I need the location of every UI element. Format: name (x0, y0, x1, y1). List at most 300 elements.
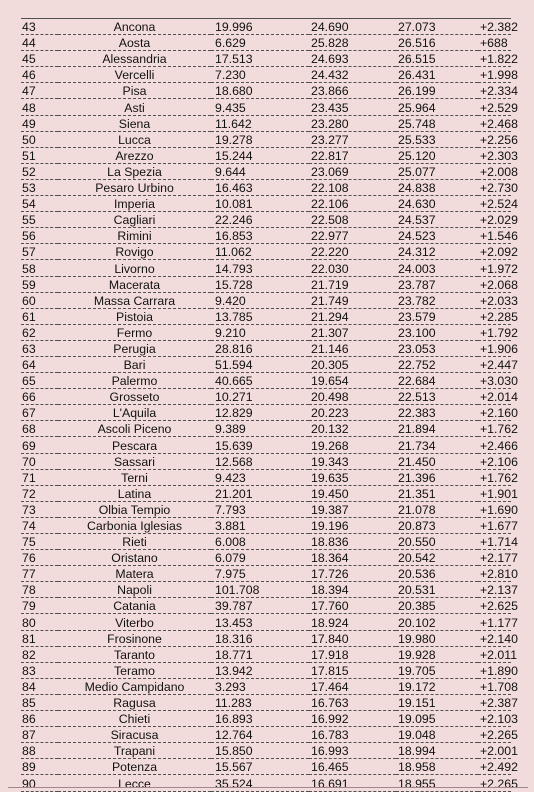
value-2-cell: 21.749 (309, 292, 396, 308)
province-name-cell: Palermo (58, 373, 211, 389)
difference-cell: +2.265 (480, 728, 518, 743)
rank-cell: 62 (21, 324, 58, 340)
rank-cell: 46 (21, 67, 58, 83)
rank-cell: 50 (21, 131, 58, 147)
value-2-cell: 19.387 (309, 501, 396, 517)
value-3-cell: 19.928 (396, 646, 478, 662)
rank-cell: 64 (21, 356, 58, 372)
value-1-cell: 11.642 (211, 115, 309, 131)
value-2-cell: 18.924 (309, 614, 396, 630)
value-3-cell: 19.095 (396, 711, 478, 727)
table-row (21, 99, 511, 115)
table-row (21, 501, 511, 517)
difference-cell: +2.068 (480, 277, 518, 292)
table-row (21, 437, 511, 453)
rank-cell: 70 (21, 453, 58, 469)
table-row (21, 550, 511, 566)
table-row (21, 405, 511, 421)
value-1-cell: 12.568 (211, 453, 309, 469)
table-row (21, 678, 511, 694)
rank-cell: 90 (21, 775, 58, 791)
value-2-cell: 22.508 (309, 212, 396, 228)
value-3-cell: 21.894 (396, 421, 478, 437)
value-1-cell: 15.728 (211, 276, 309, 292)
rank-cell: 80 (21, 614, 58, 630)
difference-cell: +1.901 (480, 486, 518, 501)
table-row (21, 51, 511, 67)
value-2-cell: 19.654 (309, 373, 396, 389)
table-row (21, 163, 511, 179)
rank-cell: 55 (21, 212, 58, 228)
value-2-cell: 21.146 (309, 340, 396, 356)
value-3-cell: 20.536 (396, 566, 478, 582)
table-row (21, 711, 511, 727)
difference-cell: +2.001 (480, 744, 518, 759)
rank-cell: 52 (21, 163, 58, 179)
value-1-cell: 19.996 (211, 19, 309, 35)
value-3-cell: 27.073 (396, 19, 478, 35)
value-1-cell: 51.594 (211, 356, 309, 372)
table-row (21, 147, 511, 163)
value-2-cell: 19.450 (309, 485, 396, 501)
province-name-cell: Pistoia (58, 308, 211, 324)
province-name-cell: Alessandria (58, 51, 211, 67)
province-name-cell: Vercelli (58, 67, 211, 83)
rank-cell: 87 (21, 727, 58, 743)
value-2-cell: 19.268 (309, 437, 396, 453)
value-1-cell: 9.423 (211, 469, 309, 485)
rank-cell: 66 (21, 389, 58, 405)
value-2-cell: 23.435 (309, 99, 396, 115)
difference-cell: +1.762 (480, 470, 518, 485)
value-1-cell: 16.463 (211, 179, 309, 195)
value-3-cell: 19.980 (396, 630, 478, 646)
table-row (21, 308, 511, 324)
table-row (21, 469, 511, 485)
province-name-cell: Latina (58, 485, 211, 501)
difference-cell: +1.690 (480, 502, 518, 517)
province-name-cell: Perugia (58, 340, 211, 356)
table-row (21, 630, 511, 646)
value-2-cell: 17.464 (309, 678, 396, 694)
value-3-cell: 25.120 (396, 147, 478, 163)
difference-cell: +2.092 (480, 245, 518, 260)
province-name-cell: Ancona (58, 19, 211, 35)
value-2-cell: 17.760 (309, 598, 396, 614)
ranking-table-body (21, 19, 518, 792)
province-name-cell: Livorno (58, 260, 211, 276)
value-2-cell: 17.918 (309, 646, 396, 662)
difference-cell: +2.177 (480, 551, 518, 566)
difference-cell: +1.792 (480, 325, 518, 340)
province-name-cell: Asti (58, 99, 211, 115)
difference-cell: +2.011 (480, 647, 518, 662)
difference-cell: +1.677 (480, 519, 518, 533)
value-1-cell: 15.244 (211, 147, 309, 163)
value-2-cell: 23.069 (309, 163, 396, 179)
difference-cell: +2.447 (480, 358, 518, 373)
table-row (21, 694, 511, 710)
value-3-cell: 20.531 (396, 582, 478, 598)
rank-cell: 65 (21, 373, 58, 389)
difference-cell: +1.890 (480, 663, 518, 678)
difference-cell: +2.810 (480, 567, 518, 582)
value-1-cell: 17.513 (211, 51, 309, 67)
bottom-divider (8, 787, 528, 788)
province-name-cell: Rimini (58, 228, 211, 244)
province-name-cell: Lucca (58, 131, 211, 147)
value-2-cell: 16.691 (309, 775, 396, 791)
rank-cell: 67 (21, 405, 58, 421)
value-2-cell: 17.815 (309, 662, 396, 678)
table-row (21, 35, 511, 51)
value-2-cell: 25.828 (309, 35, 396, 51)
value-1-cell: 101.708 (211, 582, 309, 598)
value-2-cell: 23.866 (309, 83, 396, 99)
difference-cell: +1.177 (480, 615, 518, 630)
value-1-cell: 15.639 (211, 437, 309, 453)
province-name-cell: Ascoli Piceno (58, 421, 211, 437)
rank-cell: 85 (21, 694, 58, 710)
rank-cell: 82 (21, 646, 58, 662)
value-2-cell: 22.030 (309, 260, 396, 276)
value-2-cell: 21.294 (309, 308, 396, 324)
difference-cell: +1.822 (480, 52, 518, 67)
value-3-cell: 19.172 (396, 678, 478, 694)
table-row (21, 759, 511, 775)
ranking-table (21, 18, 518, 792)
value-2-cell: 22.108 (309, 179, 396, 195)
value-3-cell: 25.533 (396, 131, 478, 147)
value-3-cell: 24.630 (396, 196, 478, 212)
value-1-cell: 15.850 (211, 743, 309, 759)
province-name-cell: Grosseto (58, 389, 211, 405)
province-name-cell: Rieti (58, 534, 211, 550)
province-name-cell: Potenza (58, 759, 211, 775)
value-3-cell: 23.100 (396, 324, 478, 340)
difference-cell: +2.137 (480, 583, 518, 598)
value-1-cell: 14.793 (211, 260, 309, 276)
province-name-cell: Napoli (58, 582, 211, 598)
value-3-cell: 18.994 (396, 743, 478, 759)
value-2-cell: 18.394 (309, 582, 396, 598)
difference-cell: +2.303 (480, 148, 518, 163)
table-row (21, 356, 511, 372)
value-1-cell: 16.853 (211, 228, 309, 244)
value-1-cell: 6.629 (211, 35, 309, 51)
difference-cell: +2.529 (480, 100, 518, 115)
difference-cell: +2.014 (480, 390, 518, 405)
rank-cell: 81 (21, 630, 58, 646)
rank-cell: 56 (21, 228, 58, 244)
value-1-cell: 9.644 (211, 163, 309, 179)
rank-cell: 58 (21, 260, 58, 276)
value-1-cell: 19.278 (211, 131, 309, 147)
province-name-cell: L'Aquila (58, 405, 211, 421)
value-2-cell: 19.635 (309, 469, 396, 485)
value-2-cell: 16.465 (309, 759, 396, 775)
rank-cell: 47 (21, 83, 58, 99)
rank-cell: 48 (21, 99, 58, 115)
rank-cell: 45 (21, 51, 58, 67)
rank-cell: 43 (21, 19, 58, 35)
value-3-cell: 22.513 (396, 389, 478, 405)
table-row (21, 582, 511, 598)
value-3-cell: 25.964 (396, 99, 478, 115)
value-2-cell: 17.726 (309, 566, 396, 582)
value-3-cell: 21.078 (396, 501, 478, 517)
rank-cell: 74 (21, 517, 58, 533)
table-row (21, 389, 511, 405)
rank-cell: 60 (21, 292, 58, 308)
table-row (21, 566, 511, 582)
value-1-cell: 39.787 (211, 598, 309, 614)
difference-cell: +688 (478, 35, 511, 51)
value-1-cell: 6.008 (211, 534, 309, 550)
value-3-cell: 21.351 (396, 485, 478, 501)
table-row (21, 115, 511, 131)
province-name-cell: Pescara (58, 437, 211, 453)
table-row (21, 662, 511, 678)
rank-cell: 68 (21, 421, 58, 437)
value-1-cell: 7.793 (211, 501, 309, 517)
value-3-cell: 18.958 (396, 759, 478, 775)
value-3-cell: 19.048 (396, 727, 478, 743)
difference-cell: +2.468 (480, 116, 518, 131)
value-1-cell: 3.881 (211, 517, 309, 533)
difference-cell: +2.008 (480, 164, 518, 179)
value-2-cell: 20.223 (309, 405, 396, 421)
table-row (21, 131, 511, 147)
difference-cell: +2.103 (480, 712, 518, 727)
value-1-cell: 9.210 (211, 324, 309, 340)
province-name-cell: Catania (58, 598, 211, 614)
province-name-cell: Pesaro Urbino (58, 179, 211, 195)
value-3-cell: 24.003 (396, 260, 478, 276)
table-row (21, 340, 511, 356)
difference-cell: +2.382 (480, 20, 518, 35)
province-name-cell: Fermo (58, 324, 211, 340)
difference-cell: +2.625 (480, 599, 518, 614)
rank-cell: 73 (21, 501, 58, 517)
table-row (21, 196, 511, 212)
value-1-cell: 6.079 (211, 550, 309, 566)
province-name-cell: Lecce (58, 775, 211, 791)
rank-cell: 63 (21, 340, 58, 356)
rank-cell: 75 (21, 534, 58, 550)
value-3-cell: 22.752 (396, 356, 478, 372)
value-3-cell: 24.312 (396, 244, 478, 260)
value-2-cell: 22.977 (309, 228, 396, 244)
province-name-cell: Siena (58, 115, 211, 131)
difference-cell: +2.140 (480, 631, 518, 646)
difference-cell: +1.546 (480, 229, 518, 244)
value-2-cell: 22.817 (309, 147, 396, 163)
value-1-cell: 22.246 (211, 212, 309, 228)
rank-cell: 44 (21, 35, 58, 51)
difference-cell: +2.106 (480, 454, 518, 469)
value-1-cell: 12.829 (211, 405, 309, 421)
table-row (21, 292, 511, 308)
province-name-cell: Massa Carrara (58, 292, 211, 308)
table-row (21, 485, 511, 501)
value-3-cell: 19.705 (396, 662, 478, 678)
province-name-cell: Teramo (58, 662, 211, 678)
value-2-cell: 20.132 (309, 421, 396, 437)
province-name-cell: Imperia (58, 196, 211, 212)
value-3-cell: 20.873 (396, 517, 478, 533)
rank-cell: 76 (21, 550, 58, 566)
value-1-cell: 9.435 (211, 99, 309, 115)
table-row (21, 212, 511, 228)
table-row (21, 228, 511, 244)
rank-cell: 61 (21, 308, 58, 324)
table-row (21, 534, 511, 550)
value-3-cell: 20.102 (396, 614, 478, 630)
value-2-cell: 16.783 (309, 727, 396, 743)
value-2-cell: 19.343 (309, 453, 396, 469)
rank-cell: 72 (21, 485, 58, 501)
rank-cell: 49 (21, 115, 58, 131)
value-1-cell: 7.975 (211, 566, 309, 582)
value-1-cell: 13.453 (211, 614, 309, 630)
value-1-cell: 13.942 (211, 662, 309, 678)
difference-cell: +2.730 (480, 181, 518, 196)
value-1-cell: 3.293 (211, 678, 309, 694)
province-name-cell: Arezzo (58, 147, 211, 163)
value-3-cell: 25.077 (396, 163, 478, 179)
difference-cell: +2.524 (480, 197, 518, 212)
value-3-cell: 25.748 (396, 115, 478, 131)
value-2-cell: 23.277 (309, 131, 396, 147)
value-1-cell: 13.785 (211, 308, 309, 324)
difference-cell: +1.998 (480, 68, 518, 83)
value-1-cell: 18.316 (211, 630, 309, 646)
province-name-cell: Medio Campidano (58, 678, 211, 694)
rank-cell: 83 (21, 662, 58, 678)
value-3-cell: 22.684 (396, 373, 478, 389)
rank-cell: 51 (21, 147, 58, 163)
value-2-cell: 24.690 (309, 19, 396, 35)
value-3-cell: 23.782 (396, 292, 478, 308)
table-row (21, 775, 511, 791)
difference-cell: +1.972 (480, 261, 518, 276)
value-2-cell: 18.836 (309, 534, 396, 550)
province-name-cell: Terni (58, 469, 211, 485)
table-row (21, 19, 511, 35)
difference-cell: +1.906 (480, 341, 518, 356)
value-1-cell: 21.201 (211, 485, 309, 501)
value-3-cell: 20.385 (396, 598, 478, 614)
difference-cell: +2.492 (480, 760, 518, 775)
table-row (21, 646, 511, 662)
province-name-cell: Frosinone (58, 630, 211, 646)
rank-cell: 54 (21, 196, 58, 212)
value-1-cell: 18.680 (211, 83, 309, 99)
province-name-cell: Cagliari (58, 212, 211, 228)
value-3-cell: 24.838 (396, 179, 478, 195)
province-name-cell: Trapani (58, 743, 211, 759)
province-name-cell: Matera (58, 566, 211, 582)
value-1-cell: 15.567 (211, 759, 309, 775)
value-2-cell: 16.763 (309, 694, 396, 710)
value-2-cell: 21.307 (309, 324, 396, 340)
value-3-cell: 23.787 (396, 276, 478, 292)
value-2-cell: 23.280 (309, 115, 396, 131)
difference-cell: +1.714 (480, 535, 518, 550)
value-3-cell: 20.550 (396, 534, 478, 550)
table-row (21, 373, 511, 389)
province-name-cell: Carbonia Iglesias (58, 517, 211, 533)
difference-cell: +2.265 (480, 776, 518, 791)
value-3-cell: 22.383 (396, 405, 478, 421)
value-2-cell: 18.364 (309, 550, 396, 566)
value-1-cell: 9.420 (211, 292, 309, 308)
value-1-cell: 9.389 (211, 421, 309, 437)
value-1-cell: 40.665 (211, 373, 309, 389)
value-1-cell: 11.062 (211, 244, 309, 260)
value-3-cell: 26.431 (396, 67, 478, 83)
value-2-cell: 22.220 (309, 244, 396, 260)
table-row (21, 260, 511, 276)
rank-cell: 57 (21, 244, 58, 260)
value-2-cell: 24.693 (309, 51, 396, 67)
table-row (21, 743, 511, 759)
difference-cell: +2.334 (480, 84, 518, 99)
table-row (21, 421, 511, 437)
rank-cell: 77 (21, 566, 58, 582)
value-1-cell: 10.081 (211, 196, 309, 212)
value-2-cell: 22.106 (309, 196, 396, 212)
value-1-cell: 18.771 (211, 646, 309, 662)
value-3-cell: 21.396 (396, 469, 478, 485)
rank-cell: 53 (21, 179, 58, 195)
difference-cell: +3.030 (480, 374, 518, 389)
province-name-cell: La Spezia (58, 163, 211, 179)
table-row (21, 67, 511, 83)
province-name-cell: Oristano (58, 550, 211, 566)
province-name-cell: Macerata (58, 276, 211, 292)
value-3-cell: 24.523 (396, 228, 478, 244)
rank-cell: 89 (21, 759, 58, 775)
province-name-cell: Siracusa (58, 727, 211, 743)
rank-cell: 84 (21, 678, 58, 694)
table-row (21, 517, 511, 533)
rank-cell: 71 (21, 469, 58, 485)
difference-cell: +1.762 (480, 422, 518, 437)
difference-cell: +2.256 (480, 132, 518, 147)
rank-cell: 59 (21, 276, 58, 292)
value-3-cell: 24.537 (396, 212, 478, 228)
value-3-cell: 26.199 (396, 83, 478, 99)
value-2-cell: 17.840 (309, 630, 396, 646)
rank-cell: 88 (21, 743, 58, 759)
province-name-cell: Aosta (58, 35, 211, 51)
difference-cell: +2.033 (480, 293, 518, 308)
province-name-cell: Ragusa (58, 694, 211, 710)
table-row (21, 244, 511, 260)
value-1-cell: 16.893 (211, 711, 309, 727)
table-row (21, 727, 511, 743)
value-2-cell: 20.498 (309, 389, 396, 405)
difference-cell: +2.285 (480, 309, 518, 324)
difference-cell: +1.708 (480, 679, 518, 694)
difference-cell: +2.160 (480, 406, 518, 421)
value-1-cell: 10.271 (211, 389, 309, 405)
value-1-cell: 35.524 (211, 775, 309, 791)
table-row (21, 453, 511, 469)
value-2-cell: 24.432 (309, 67, 396, 83)
